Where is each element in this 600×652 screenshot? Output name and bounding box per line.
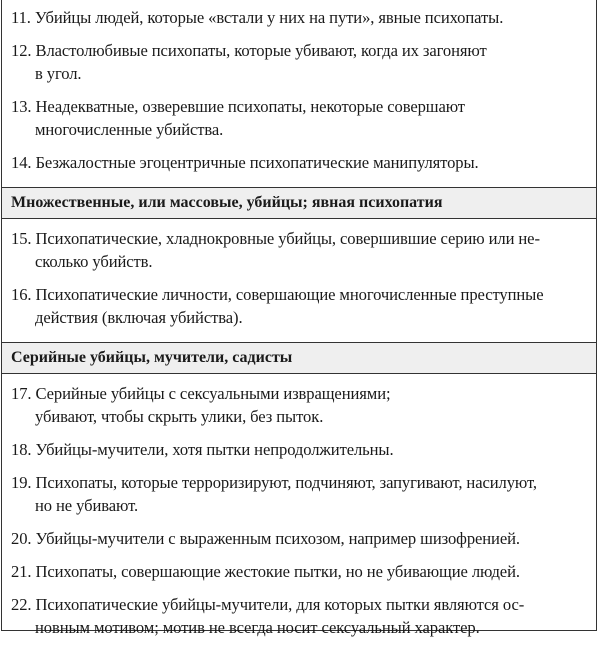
list-item [2,148,596,181]
item-text-line: многочисленные убийства. [35,120,224,139]
section-items [2,374,596,652]
list-item [2,224,596,280]
item-text-line: 19. Психопаты, которые терроризируют, подчиняют, запугивают, насилуют, [11,473,537,492]
section-header: Множественные, или массовые, убийцы; явная психопатия [2,187,596,219]
list-item [2,92,596,148]
item-text-line: сколько убийств. [35,252,153,271]
list-item [2,468,596,524]
item-text-line: 20. Убийцы-мучители с выраженным психозом, например шизофренией. [11,529,520,548]
item-text-line: убивают, чтобы скрыть улики, без пыток. [35,407,324,426]
list-item [2,524,596,557]
item-text-line: 14. Безжалостные эгоцентричные психопатические манипуляторы. [11,153,479,172]
item-text-line: 18. Убийцы-мучители, хотя пытки непродолжительны. [11,440,394,459]
list-item [2,590,596,646]
item-text-line: 21. Психопаты, совершающие жестокие пытки, но не убивающие людей. [11,562,520,581]
item-text-line: 17. Серийные убийцы с сексуальными извращениями; [11,384,391,403]
section-items [2,0,596,187]
item-text-line: 22. Психопатические убийцы-мучители, для которых пытки являются ос- [11,595,525,614]
item-text-line: в угол. [35,64,82,83]
item-text-line: новным мотивом; мотив не всегда носит сексуальный характер. [35,618,480,637]
list-item [2,36,596,92]
list-item [2,379,596,435]
item-text-line: 16. Психопатические личности, совершающие многочисленные преступные [11,285,544,304]
list-item [2,557,596,590]
item-text-line: 15. Психопатические, хладнокровные убийцы, совершившие серию или не- [11,229,540,248]
list-item [2,3,596,36]
item-text-line: 12. Властолюбивые психопаты, которые убивают, когда их загоняют [11,41,487,60]
item-text-line: 11. Убийцы людей, которые «встали у них на пути», явные психопаты. [11,8,504,27]
item-text-line: действия (включая убийства). [35,308,243,327]
item-text-line: 13. Неадекватные, озверевшие психопаты, некоторые совершают [11,97,465,116]
classification-table [1,0,597,637]
section-header: Серийные убийцы, мучители, садисты [2,342,596,374]
list-item [2,435,596,468]
section-items [2,219,596,342]
item-text-line: но не убивают. [35,496,139,515]
list-item [2,280,596,336]
